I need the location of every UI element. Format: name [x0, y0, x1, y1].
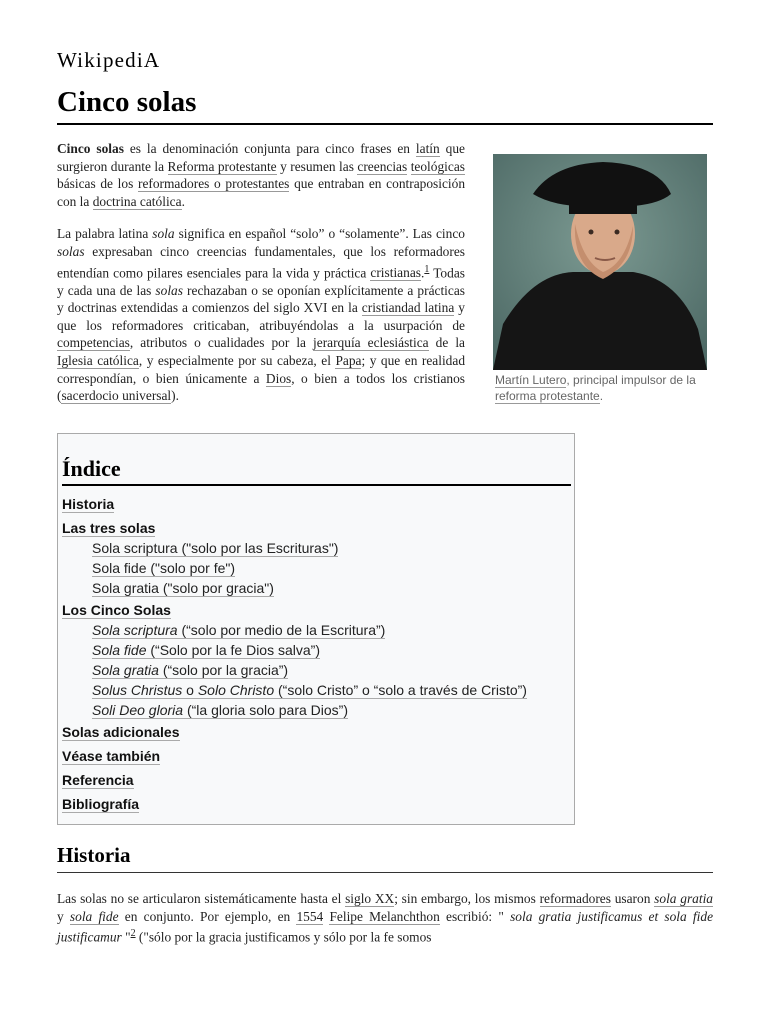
toc-sublink[interactable] — [92, 640, 572, 660]
toc-sublink[interactable] — [92, 680, 572, 700]
inline-link[interactable]: creencias — [357, 158, 408, 174]
text-run: , principal impulsor de la — [566, 373, 696, 387]
lead-paragraph-2 — [57, 225, 465, 404]
toc-entry — [62, 794, 572, 818]
text-run: ; y que en realidad correspondían, o bien únicamente a — [57, 353, 466, 386]
toc-entry — [62, 722, 572, 746]
inline-link[interactable]: reformadores o protestantes — [137, 176, 290, 192]
inline-link[interactable]: latín — [415, 141, 440, 156]
toc-sublink[interactable] — [92, 660, 572, 680]
text-run: (“solo por medio de la Escritura”) — [177, 622, 386, 638]
text-run: ("sólo por la gracia justificamos y sólo por la fe somos — [135, 929, 432, 945]
text-run: que entraban en contraposición con la — [57, 176, 466, 209]
toc-sublink[interactable] — [92, 620, 572, 640]
inline-link[interactable]: Iglesia católica — [57, 353, 139, 368]
text-run: Todas y cada una de las — [57, 265, 465, 298]
text-run: y resumen las — [276, 158, 358, 174]
text-run: expresaban cinco creencias fundamentales, que los reformadores entendían como pilares esenciales para la vida y práctica — [57, 243, 465, 281]
inline-link[interactable]: Felipe Melanchthon — [329, 908, 440, 924]
toc-link[interactable]: Véase también — [62, 748, 161, 764]
text-run: rechazaban o se oponían explícitamente a prácticas y doctrinas extendidas a comienzos del siglo XVI en la — [57, 282, 465, 316]
text-run: . — [181, 193, 185, 209]
text-run: solas — [57, 243, 85, 259]
inline-link[interactable]: cristianas — [370, 265, 421, 281]
bold-text: Cinco solas — [57, 141, 124, 156]
text-run: ). — [171, 388, 179, 404]
text-run: Solo Christo — [197, 682, 275, 698]
inline-link[interactable]: Martín Lutero — [495, 373, 567, 387]
wikipedia-logo[interactable]: WikipediA — [57, 48, 161, 72]
toc-list — [62, 494, 572, 818]
text-run: sola — [152, 226, 175, 242]
figure-caption — [493, 372, 707, 404]
text-run: que surgieron durante la — [57, 141, 465, 174]
text-run: Sola fide — [92, 642, 147, 658]
toc-sublist — [62, 538, 572, 598]
text-run: y — [57, 908, 70, 924]
toc-entry — [62, 770, 572, 794]
text-run: , atributos o cualidades por la — [129, 335, 314, 351]
toc-sublist — [62, 620, 572, 720]
infobox-figure — [493, 154, 707, 404]
text-run: Sola gratia ("solo por gracia") — [92, 580, 274, 596]
text-run: usaron — [610, 891, 655, 906]
toc-link[interactable]: Solas adicionales — [62, 724, 180, 740]
text-run: solas — [155, 282, 183, 298]
reference-marker[interactable]: 2 — [130, 928, 136, 940]
lead-section — [57, 140, 465, 420]
text-run: escribió: " — [439, 908, 511, 924]
text-run: básicas de los — [57, 176, 138, 192]
inline-link[interactable]: reforma protestante — [495, 389, 600, 403]
toc-sublink[interactable] — [92, 700, 572, 720]
inline-link[interactable]: 1554 — [296, 908, 324, 924]
inline-link[interactable]: jerarquía eclesiástica — [313, 335, 429, 351]
text-run: , o bien a todos los cristianos ( — [57, 370, 465, 404]
text-run: Sola scriptura ("solo por las Escrituras") — [92, 540, 339, 556]
text-run: . — [420, 265, 425, 281]
toc-entry — [62, 518, 572, 598]
toc-sublink[interactable] — [92, 558, 572, 578]
table-of-contents — [57, 433, 575, 825]
text-run: (“solo Cristo” o “solo a través de Cristo”) — [274, 682, 527, 698]
text-run: Sola gratia — [92, 662, 159, 678]
inline-link[interactable]: sola gratia — [654, 891, 713, 906]
toc-heading: Índice — [62, 456, 571, 486]
text-run: (“solo por la gracia”) — [158, 662, 289, 678]
text-run: sola gratia justificamus et sola fide justificamur — [57, 908, 714, 945]
toc-link[interactable]: Bibliografía — [62, 796, 140, 812]
inline-link[interactable]: sola fide — [69, 908, 119, 924]
toc-sublink[interactable] — [92, 538, 572, 558]
text-run: . — [599, 389, 604, 403]
toc-entry — [62, 494, 572, 518]
toc-link[interactable]: Historia — [62, 496, 115, 512]
inline-link[interactable]: doctrina católica — [92, 193, 182, 209]
portrait-image[interactable] — [493, 154, 707, 370]
text-run: y que los reformadores criticaban, atribuyéndolas a la usurpación de — [57, 300, 465, 333]
text-run: Sola scriptura — [92, 622, 178, 638]
text-run: (“Solo por la fe Dios salva”) — [146, 642, 320, 658]
inline-link[interactable]: Papa — [335, 353, 362, 368]
lead-paragraph-1 — [57, 140, 465, 210]
text-run: ; sin embargo, los mismos — [394, 891, 540, 906]
text-run: Sola fide ("solo por fe") — [92, 560, 236, 576]
text-run: (“la gloria solo para Dios”) — [183, 702, 349, 718]
inline-link[interactable]: competencias — [57, 335, 130, 351]
text-run: La palabra latina — [57, 226, 153, 242]
text-run: en conjunto. Por ejemplo, en — [118, 908, 297, 924]
text-run: Soli Deo gloria — [92, 702, 184, 718]
text-run: Las solas no se articularon sistemáticamente hasta el — [57, 891, 346, 906]
inline-link[interactable]: siglo XX — [345, 891, 395, 906]
inline-link[interactable]: reformadores — [539, 891, 611, 906]
inline-link[interactable]: Reforma protestante — [167, 158, 277, 174]
text-run: significa en español “solo” o “solamente”. Las cinco — [174, 226, 465, 242]
text-run: " — [121, 929, 131, 945]
toc-entry — [62, 600, 572, 720]
text-run: o — [182, 682, 198, 698]
toc-link[interactable]: Las tres solas — [62, 520, 156, 536]
inline-link[interactable]: Dios — [265, 370, 292, 386]
toc-link[interactable]: Los Cinco Solas — [62, 602, 171, 618]
page-title: Cinco solas — [57, 86, 713, 125]
section-heading-historia: Historia — [57, 843, 713, 873]
inline-link[interactable]: sacerdocio universal — [61, 388, 172, 404]
text-run: , y especialmente por su cabeza, el — [138, 353, 336, 368]
reference-marker[interactable]: 1 — [424, 263, 430, 275]
inline-link[interactable]: teológicas — [410, 158, 465, 174]
toc-sublink[interactable] — [92, 578, 572, 598]
toc-link[interactable]: Referencia — [62, 772, 134, 788]
text-run: de la — [428, 335, 466, 351]
text-run: Solus Christus — [92, 682, 183, 698]
historia-paragraph-1 — [57, 890, 713, 946]
text-run: es la denominación conjunta para cinco frases en — [123, 141, 416, 156]
inline-link[interactable]: cristiandad latina — [361, 300, 455, 316]
toc-entry — [62, 746, 572, 770]
